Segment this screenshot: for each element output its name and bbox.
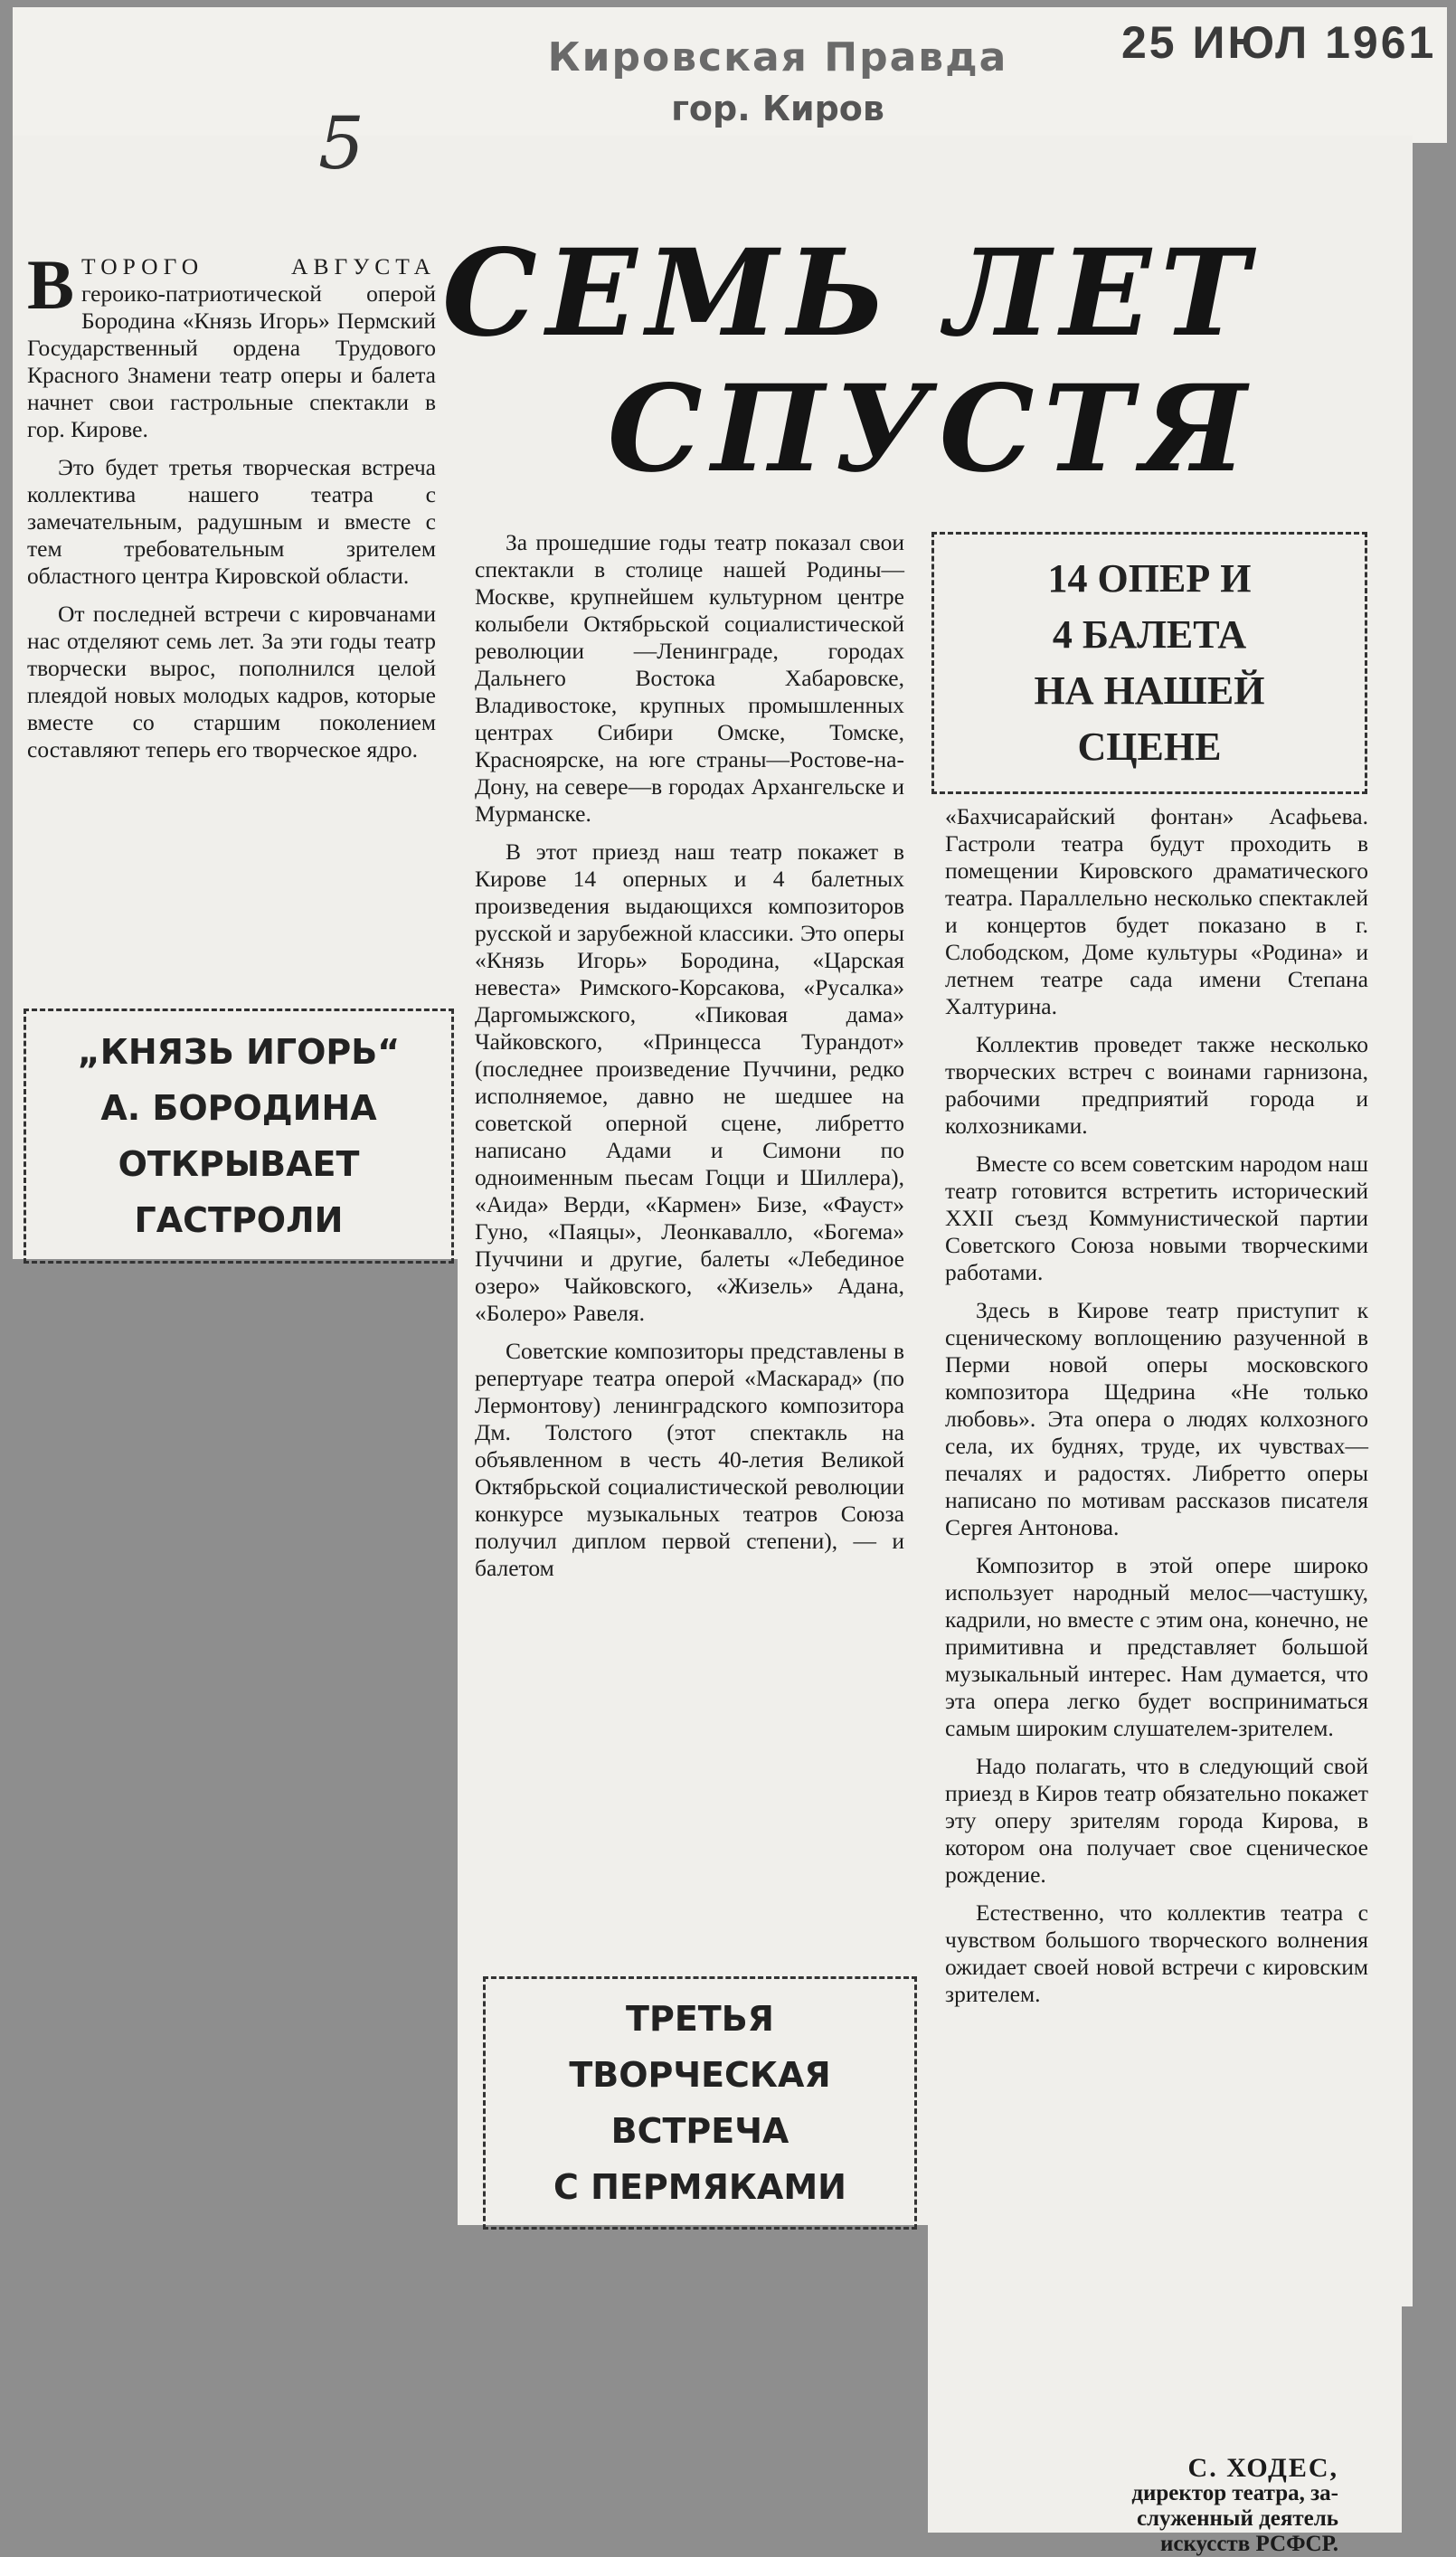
subheading-line: С ПЕРМЯКАМИ: [553, 2167, 846, 2207]
paragraph: Вместе со всем советским народом наш театр готовится встретить исторический XXII съезд Коммунистической партии Советского Союза новыми творческими работами.: [945, 1151, 1368, 1285]
paragraph: Советские композиторы представлены в репертуаре театра оперой «Маскарад» (по Лермонтову) ленинградского композитора Дм. Толстого (этот спектакль на объявленном в честь 40-летия Великой Октябрьской социалистической революции конкурсе музыкальных театров Союза получил диплом первой степени), — и балетом: [475, 1338, 904, 1581]
subheading-line: НА НАШЕЙ: [1034, 668, 1265, 713]
paragraph: Здесь в Кирове театр приступит к сценическому воплощению разученной в Перми новой оперы московского композитора Щедрина «Не только любовь». Эта опера о людях колхозного села, их буднях, труде, их чувствах—печалях и радостях. Либретто оперы написано по мотивам рассказов писателя Сергея Антонова.: [945, 1297, 1368, 1540]
publication-city: гор. Киров: [671, 89, 884, 128]
paragraph: героико-патриотической оперой Бородина «Князь Игорь» Пермский Государственный ордена Трудового Красного Знамени театр оперы и балета начнет свои гастрольные спектакли в гор. Кирове.: [27, 280, 436, 442]
subheading-box-operas: [931, 532, 1367, 794]
paragraph: «Бахчисарайский фонтан» Асафьева. Гастроли театра будут проходить в помещении Кировского драматического театра. Параллельно несколько спектаклей и концертов будет показано в г. Слободском, Доме культуры «Родина» и летнем театре сада имени Степана Халтурина.: [945, 803, 1368, 1019]
author-name: С. ХОДЕС,: [1187, 2453, 1338, 2483]
subheading-box-igor: [24, 1009, 454, 1264]
paragraph: От последней встречи с кировчанами нас отделяют семь лет. За эти годы театр творчески вырос, пополнился целой плеядой новых молодых кадров, которые вместе со старшим поколением составляют теперь его творческое ядро.: [27, 601, 436, 762]
subheading-line: 14 ОПЕР И: [1047, 556, 1252, 601]
subheading-line: ГАСТРОЛИ: [134, 1200, 344, 1240]
drop-cap: В: [27, 245, 75, 324]
paragraph: Естественно, что коллектив театра с чувством большого творческого волнения ожидает своей новой встречи с кировским зрителем.: [945, 1899, 1368, 2007]
handwritten-mark: 5: [318, 101, 364, 185]
paragraph: Коллектив проведет также несколько творческих встреч с воинами гарнизона, рабочими предприятий города и колхозниками.: [945, 1031, 1368, 1139]
author-signature: [941, 2453, 1338, 2557]
author-title-line: искусств РСФСР.: [1159, 2532, 1338, 2556]
paragraph: Это будет третья творческая встреча коллектива нашего театра с замечательным, радушным и вместе с тем требовательным зрителем областного центра Кировской области.: [27, 454, 436, 589]
paragraph: За прошедшие годы театр показал свои спектакли в столице нашей Родины—Москве, крупнейшем культурном центре колыбели Октябрьской социалистической революции —Ленинграде, городах Дальнего Востока Хабаровске, Владивостоке, крупных промышленных центрах Сибири Омске, Томске, Красноярске, на юге страны—Ростове-на-Дону, на севере—в городах Архангельске и Мурманске.: [475, 529, 904, 827]
subheading-line: ВСТРЕЧА: [610, 2111, 789, 2151]
subheading-line: ТРЕТЬЯ: [626, 1999, 774, 2039]
author-title-line: служенный деятель: [1136, 2506, 1338, 2531]
column-left: [27, 245, 436, 774]
paragraph: В этот приезд наш театр покажет в Кирове 14 оперных и 4 балетных произведения выдающихся композиторов русской и зарубежной классики. Это оперы «Князь Игорь» Бородина, «Царская невеста» Римского-Корсакова, «Русалка» Даргомыжского, «Пиковая дама» Чайковского, «Принцесса Турандот» (последнее произведение Пуччини, редко исполняемое, давно не шедшее на советской оперной сцене, либретто написано Адами и Симони по одноименным пьесам Гоцци и Шиллера), «Аида» Верди, «Кармен» Бизе, «Фауст» Гуно, «Паяцы», Леонкавалло, «Богема» Пуччини и другие, балеты «Лебединое озеро» Чайковского, «Жизель» Адана, «Болеро» Равеля.: [475, 838, 904, 1326]
subheading-line: А. БОРОДИНА: [100, 1088, 377, 1128]
paragraph: Надо полагать, что в следующий свой приезд в Киров театр обязательно покажет эту оперу зрителям города Кирова, в котором она получает свое сценическое рождение.: [945, 1753, 1368, 1888]
lead-paragraph: [27, 245, 436, 443]
subheading-line: „КНЯЗЬ ИГОРЬ“: [77, 1032, 401, 1072]
subheading-line: 4 БАЛЕТА: [1052, 612, 1247, 657]
column-right: [945, 803, 1368, 2019]
publication-name: Кировская Правда: [547, 34, 1008, 80]
subheading-line: СЦЕНЕ: [1077, 724, 1222, 769]
date-stamp: 25 ИЮЛ 1961: [1121, 17, 1437, 68]
subheading-line: ОТКРЫВАЕТ: [118, 1144, 360, 1184]
column-middle: [475, 529, 904, 1593]
headline-line-2: СПУСТЯ: [607, 359, 1256, 499]
lead-in-text: ТОРОГО АВГУСТА: [81, 253, 436, 279]
headline-line-1: СЕМЬ ЛЕТ: [441, 223, 1259, 364]
subheading-line: ТВОРЧЕСКАЯ: [569, 2055, 831, 2095]
author-title-line: директор театра, за-: [1131, 2481, 1338, 2505]
subheading-box-third-meeting: [483, 1976, 917, 2230]
paragraph: Композитор в этой опере широко использует народный мелос—частушку, кадрили, но вместе с этим она, конечно, не примитивна и представляет большой музыкальный интерес. Нам думается, что эта опера легко будет восприниматься самым широким слушателем-зрителем.: [945, 1552, 1368, 1741]
